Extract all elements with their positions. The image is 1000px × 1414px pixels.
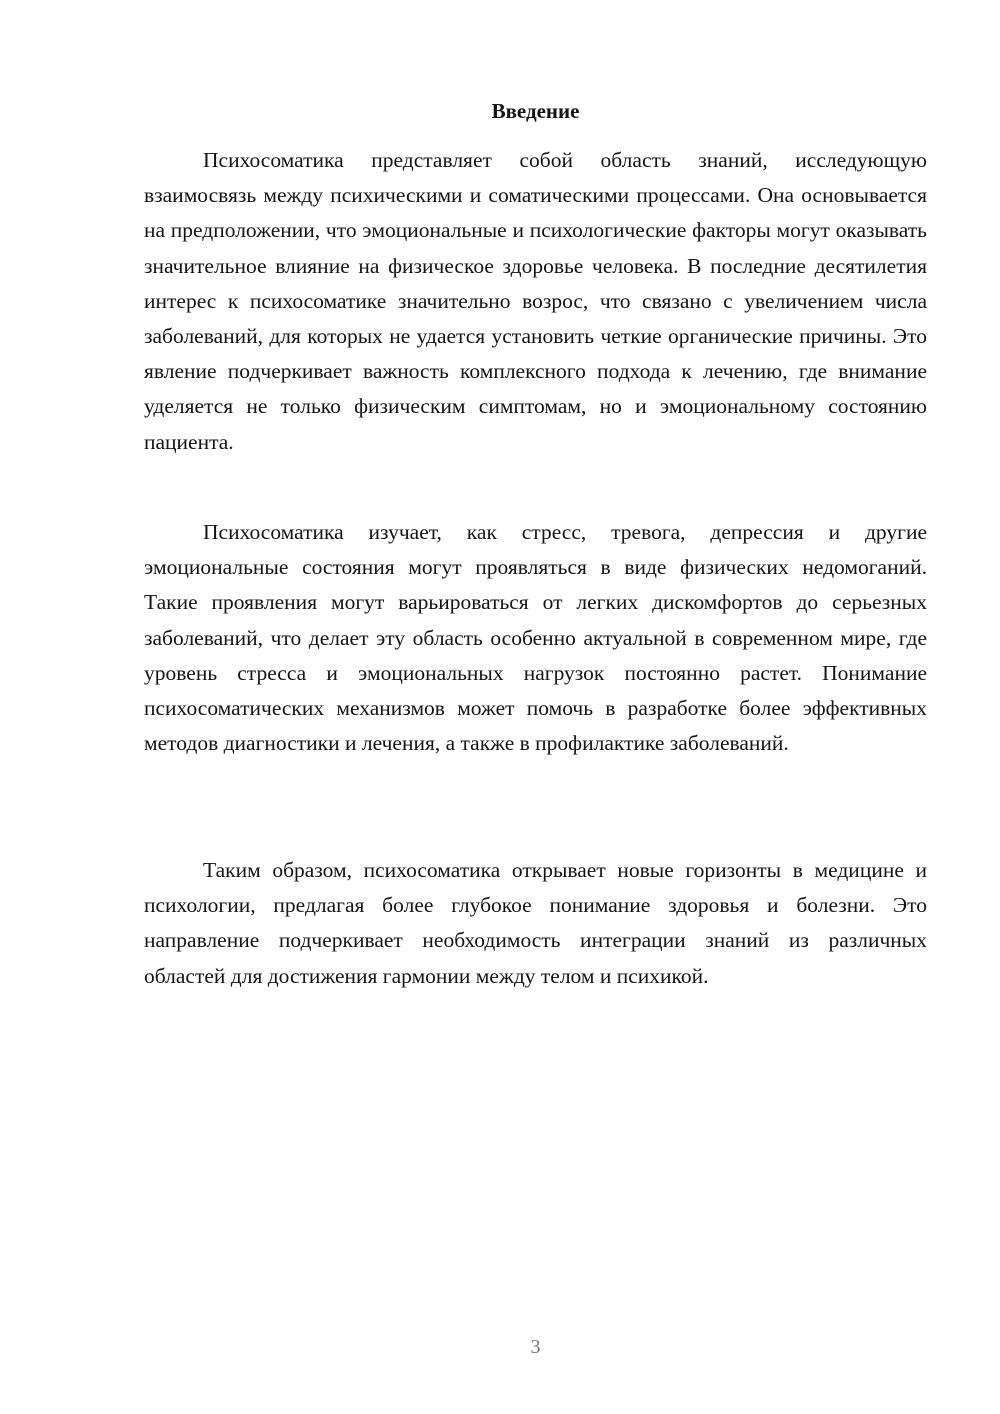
document-page: [144, 0, 927, 1414]
page-number: 3: [530, 1336, 541, 1358]
section-heading: Введение: [491, 99, 580, 123]
paragraph-1: Психосоматика представляет собой область знаний, исследующую взаимосвязь между психическими и соматическими процессами. Она основывается на предположении, что эмоциональные и психологические факторы могут оказывать значительное влияние на физическое здоровье человека. В последние десятилетия интерес к психосоматике значительно возрос, что связано с увеличением числа заболеваний, для которых не удается установить четкие органические причины. Это явление подчеркивает важность комплексного подхода к лечению, где внимание уделяется не только физическим симптомам, но и эмоциональному состоянию пациента.: [144, 148, 927, 454]
paragraph-3: Таким образом, психосоматика открывает новые горизонты в медицине и психологии, предлагая более глубокое понимание здоровья и болезни. Это направление подчеркивает необходимость интеграции знаний из различных областей для достижения гармонии между телом и психикой.: [144, 858, 927, 988]
paragraph-2: Психосоматика изучает, как стресс, тревога, депрессия и другие эмоциональные состояния могут проявляться в виде физических недомоганий. Такие проявления могут варьироваться от легких дискомфортов до серьезных заболеваний, что делает эту область особенно актуальной в современном мире, где уровень стресса и эмоциональных нагрузок постоянно растет. Понимание психосоматических механизмов может помочь в разработке более эффективных методов диагностики и лечения, а также в профилактике заболеваний.: [144, 520, 927, 756]
